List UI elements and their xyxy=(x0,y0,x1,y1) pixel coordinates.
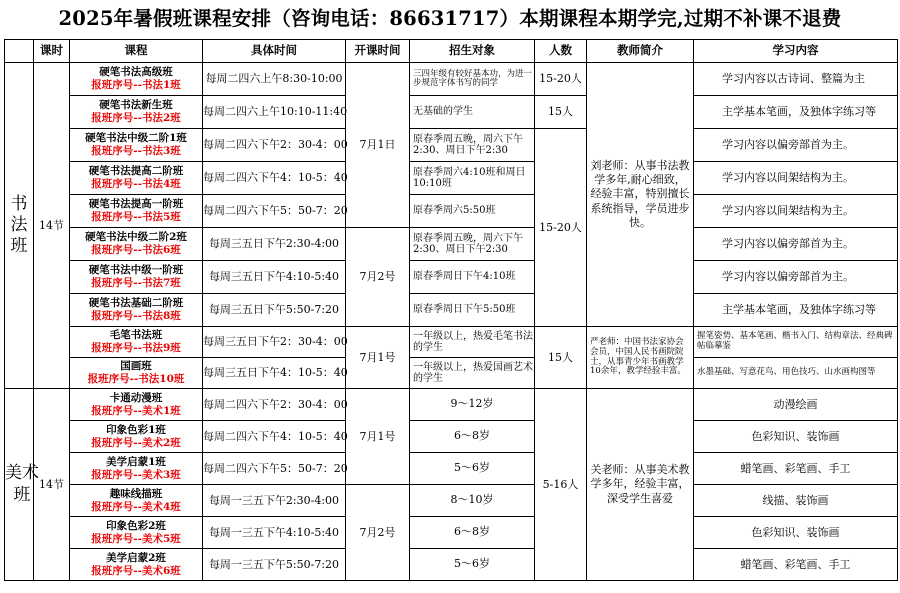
table-row xyxy=(5,327,898,358)
content-cell: 握笔姿势、基本笔画、楷书入门、结构章法、经典碑帖临摹鉴 xyxy=(694,327,898,358)
page-title: 2025年暑假班课程安排（咨询电话：86631717）本期课程本期学完,过期不补课不退费 xyxy=(58,7,842,30)
target-cell: 一年级以上，热爱国画艺术的学生 xyxy=(410,358,535,389)
content-cell: 学习内容以间架结构为主。 xyxy=(694,195,898,228)
time-cell: 每周一三五下午4:10-5:40 xyxy=(203,517,346,549)
course-cell: 硬笔书法中级二阶2班 报班序号--书法6班 xyxy=(70,228,203,261)
header-teacher: 教师简介 xyxy=(587,40,694,63)
table-row xyxy=(5,261,898,294)
table-row xyxy=(5,453,898,485)
content-cell: 色彩知识、装饰画 xyxy=(694,517,898,549)
count-cell: 15人 xyxy=(535,327,587,389)
course-cell: 硬笔书法基础二阶班 报班序号--书法8班 xyxy=(70,294,203,327)
content-cell: 学习内容以偏旁部首为主。 xyxy=(694,261,898,294)
course-cell: 硬笔书法高级班 报班序号--书法1班 xyxy=(70,63,203,96)
start-date-cell: 7月1号 xyxy=(346,327,410,389)
start-date-cell: 7月2号 xyxy=(346,228,410,327)
course-cell: 硬笔书法中级一阶班 报班序号--书法7班 xyxy=(70,261,203,294)
target-cell: 原春季周六4:10班和周日10:10班 xyxy=(410,162,535,195)
count-cell: 15-20人 xyxy=(535,63,587,96)
table-row xyxy=(5,358,898,389)
table-row xyxy=(5,517,898,549)
header-lessons: 课时 xyxy=(34,40,70,63)
time-cell: 每周二四六下午4：10-5：40 xyxy=(203,421,346,453)
content-cell: 动漫绘画 xyxy=(694,389,898,421)
time-cell: 每周二四六上午10:10-11:40 xyxy=(203,96,346,129)
count-cell: 15-20人 xyxy=(535,129,587,327)
course-cell: 印象色彩1班 报班序号--美术2班 xyxy=(70,421,203,453)
content-cell: 主学基本笔画，及独体字练习等 xyxy=(694,294,898,327)
count-cell: 15人 xyxy=(535,96,587,129)
time-cell: 每周一三五下午2:30-4:00 xyxy=(203,485,346,517)
category-art: 美术班 xyxy=(5,389,34,581)
target-cell: 原春季周日下午4:10班 xyxy=(410,261,535,294)
time-cell: 每周三五日下午5:50-7:20 xyxy=(203,294,346,327)
teacher-cell: 严老师：中国书法家协会会员，中国人民书画院院士，从事青少年书画教学10余年，教学经验丰富。 xyxy=(587,327,694,389)
count-cell: 5-16人 xyxy=(535,389,587,581)
time-cell: 每周二四六下午5：50-7：20 xyxy=(203,195,346,228)
lesson-count: 14节 xyxy=(34,389,70,581)
target-cell: 三四年级有较好基本功，为进一步规范字体书写的同学 xyxy=(410,63,535,96)
start-date-cell: 7月1日 xyxy=(346,63,410,228)
header-category xyxy=(5,40,34,63)
target-cell: 一年级以上，热爱毛笔书法的学生 xyxy=(410,327,535,358)
header-content: 学习内容 xyxy=(694,40,898,63)
course-cell: 美学启蒙2班 报班序号--美术6班 xyxy=(70,549,203,581)
table-row xyxy=(5,228,898,261)
time-cell: 每周三五日下午4：10-5：40 xyxy=(203,358,346,389)
header-row xyxy=(5,40,898,63)
course-cell: 印象色彩2班 报班序号--美术5班 xyxy=(70,517,203,549)
content-cell: 学习内容以偏旁部首为主。 xyxy=(694,129,898,162)
course-cell: 趣味线描班 报班序号--美术4班 xyxy=(70,485,203,517)
time-cell: 每周二四六下午2：30-4：00 xyxy=(203,129,346,162)
category-calligraphy: 书法班 xyxy=(5,63,34,389)
course-cell: 硬笔书法中级二阶1班 报班序号--书法3班 xyxy=(70,129,203,162)
header-course: 课程 xyxy=(70,40,203,63)
start-date-cell: 7月1号 xyxy=(346,389,410,485)
time-cell: 每周一三五下午5:50-7:20 xyxy=(203,549,346,581)
content-cell: 色彩知识、装饰画 xyxy=(694,421,898,453)
schedule-table xyxy=(4,39,898,581)
time-cell: 每周二四六下午2：30-4：00 xyxy=(203,389,346,421)
content-cell: 学习内容以偏旁部首为主。 xyxy=(694,228,898,261)
content-cell: 学习内容以间架结构为主。 xyxy=(694,162,898,195)
lesson-count: 14节 xyxy=(34,63,70,389)
table-row xyxy=(5,63,898,96)
table-row xyxy=(5,485,898,517)
table-row xyxy=(5,162,898,195)
table-row xyxy=(5,549,898,581)
target-cell: 9～12岁 xyxy=(410,389,535,421)
course-cell: 卡通动漫班 报班序号--美术1班 xyxy=(70,389,203,421)
header-start-date: 开课时间 xyxy=(346,40,410,63)
content-cell: 线描、装饰画 xyxy=(694,485,898,517)
target-cell: 原春季周五晚，周六下午2:30、周日下午2:30 xyxy=(410,129,535,162)
header-time: 具体时间 xyxy=(203,40,346,63)
start-date-cell: 7月2号 xyxy=(346,485,410,581)
content-cell: 水墨基础、写意花鸟、用色技巧、山水画构图等 xyxy=(694,358,898,389)
table-row xyxy=(5,129,898,162)
target-cell: 原春季周五晚，周六下午2:30、周日下午2:30 xyxy=(410,228,535,261)
course-cell: 美学启蒙1班 报班序号--美术3班 xyxy=(70,453,203,485)
teacher-cell: 刘老师：从事书法教学多年,耐心细致，经验丰富，特别擅长系统指导，学员进步快。 xyxy=(587,63,694,327)
target-cell: 8～10岁 xyxy=(410,485,535,517)
target-cell: 原春季周六5:50班 xyxy=(410,195,535,228)
time-cell: 每周二四六下午4：10-5：40 xyxy=(203,162,346,195)
table-row xyxy=(5,195,898,228)
target-cell: 5～6岁 xyxy=(410,453,535,485)
course-cell: 硬笔书法提高二阶班 报班序号--书法4班 xyxy=(70,162,203,195)
table-row xyxy=(5,421,898,453)
teacher-cell: 关老师：从事美术教学多年，经验丰富，深受学生喜爱 xyxy=(587,389,694,581)
target-cell: 6～8岁 xyxy=(410,421,535,453)
time-cell: 每周二四六下午5：50-7：20 xyxy=(203,453,346,485)
time-cell: 每周二四六上午8:30-10:00 xyxy=(203,63,346,96)
header-target: 招生对象 xyxy=(410,40,535,63)
target-cell: 5～6岁 xyxy=(410,549,535,581)
table-row xyxy=(5,294,898,327)
course-cell: 国画班 报班序号--书法10班 xyxy=(70,358,203,389)
time-cell: 每周三五日下午4:10-5:40 xyxy=(203,261,346,294)
content-cell: 主学基本笔画，及独体字练习等 xyxy=(694,96,898,129)
header-count: 人数 xyxy=(535,40,587,63)
target-cell: 6～8岁 xyxy=(410,517,535,549)
time-cell: 每周三五日下午2:30-4:00 xyxy=(203,228,346,261)
course-cell: 硬笔书法提高一阶班 报班序号--书法5班 xyxy=(70,195,203,228)
target-cell: 无基础的学生 xyxy=(410,96,535,129)
content-cell: 蜡笔画、彩笔画、手工 xyxy=(694,549,898,581)
table-row xyxy=(5,96,898,129)
course-cell: 毛笔书法班 报班序号--书法9班 xyxy=(70,327,203,358)
content-cell: 学习内容以古诗词、整篇为主 xyxy=(694,63,898,96)
course-cell: 硬笔书法新生班 报班序号--书法2班 xyxy=(70,96,203,129)
table-row xyxy=(5,389,898,421)
time-cell: 每周三五日下午2：30-4：00 xyxy=(203,327,346,358)
content-cell: 蜡笔画、彩笔画、手工 xyxy=(694,453,898,485)
target-cell: 原春季周日下午5:50班 xyxy=(410,294,535,327)
